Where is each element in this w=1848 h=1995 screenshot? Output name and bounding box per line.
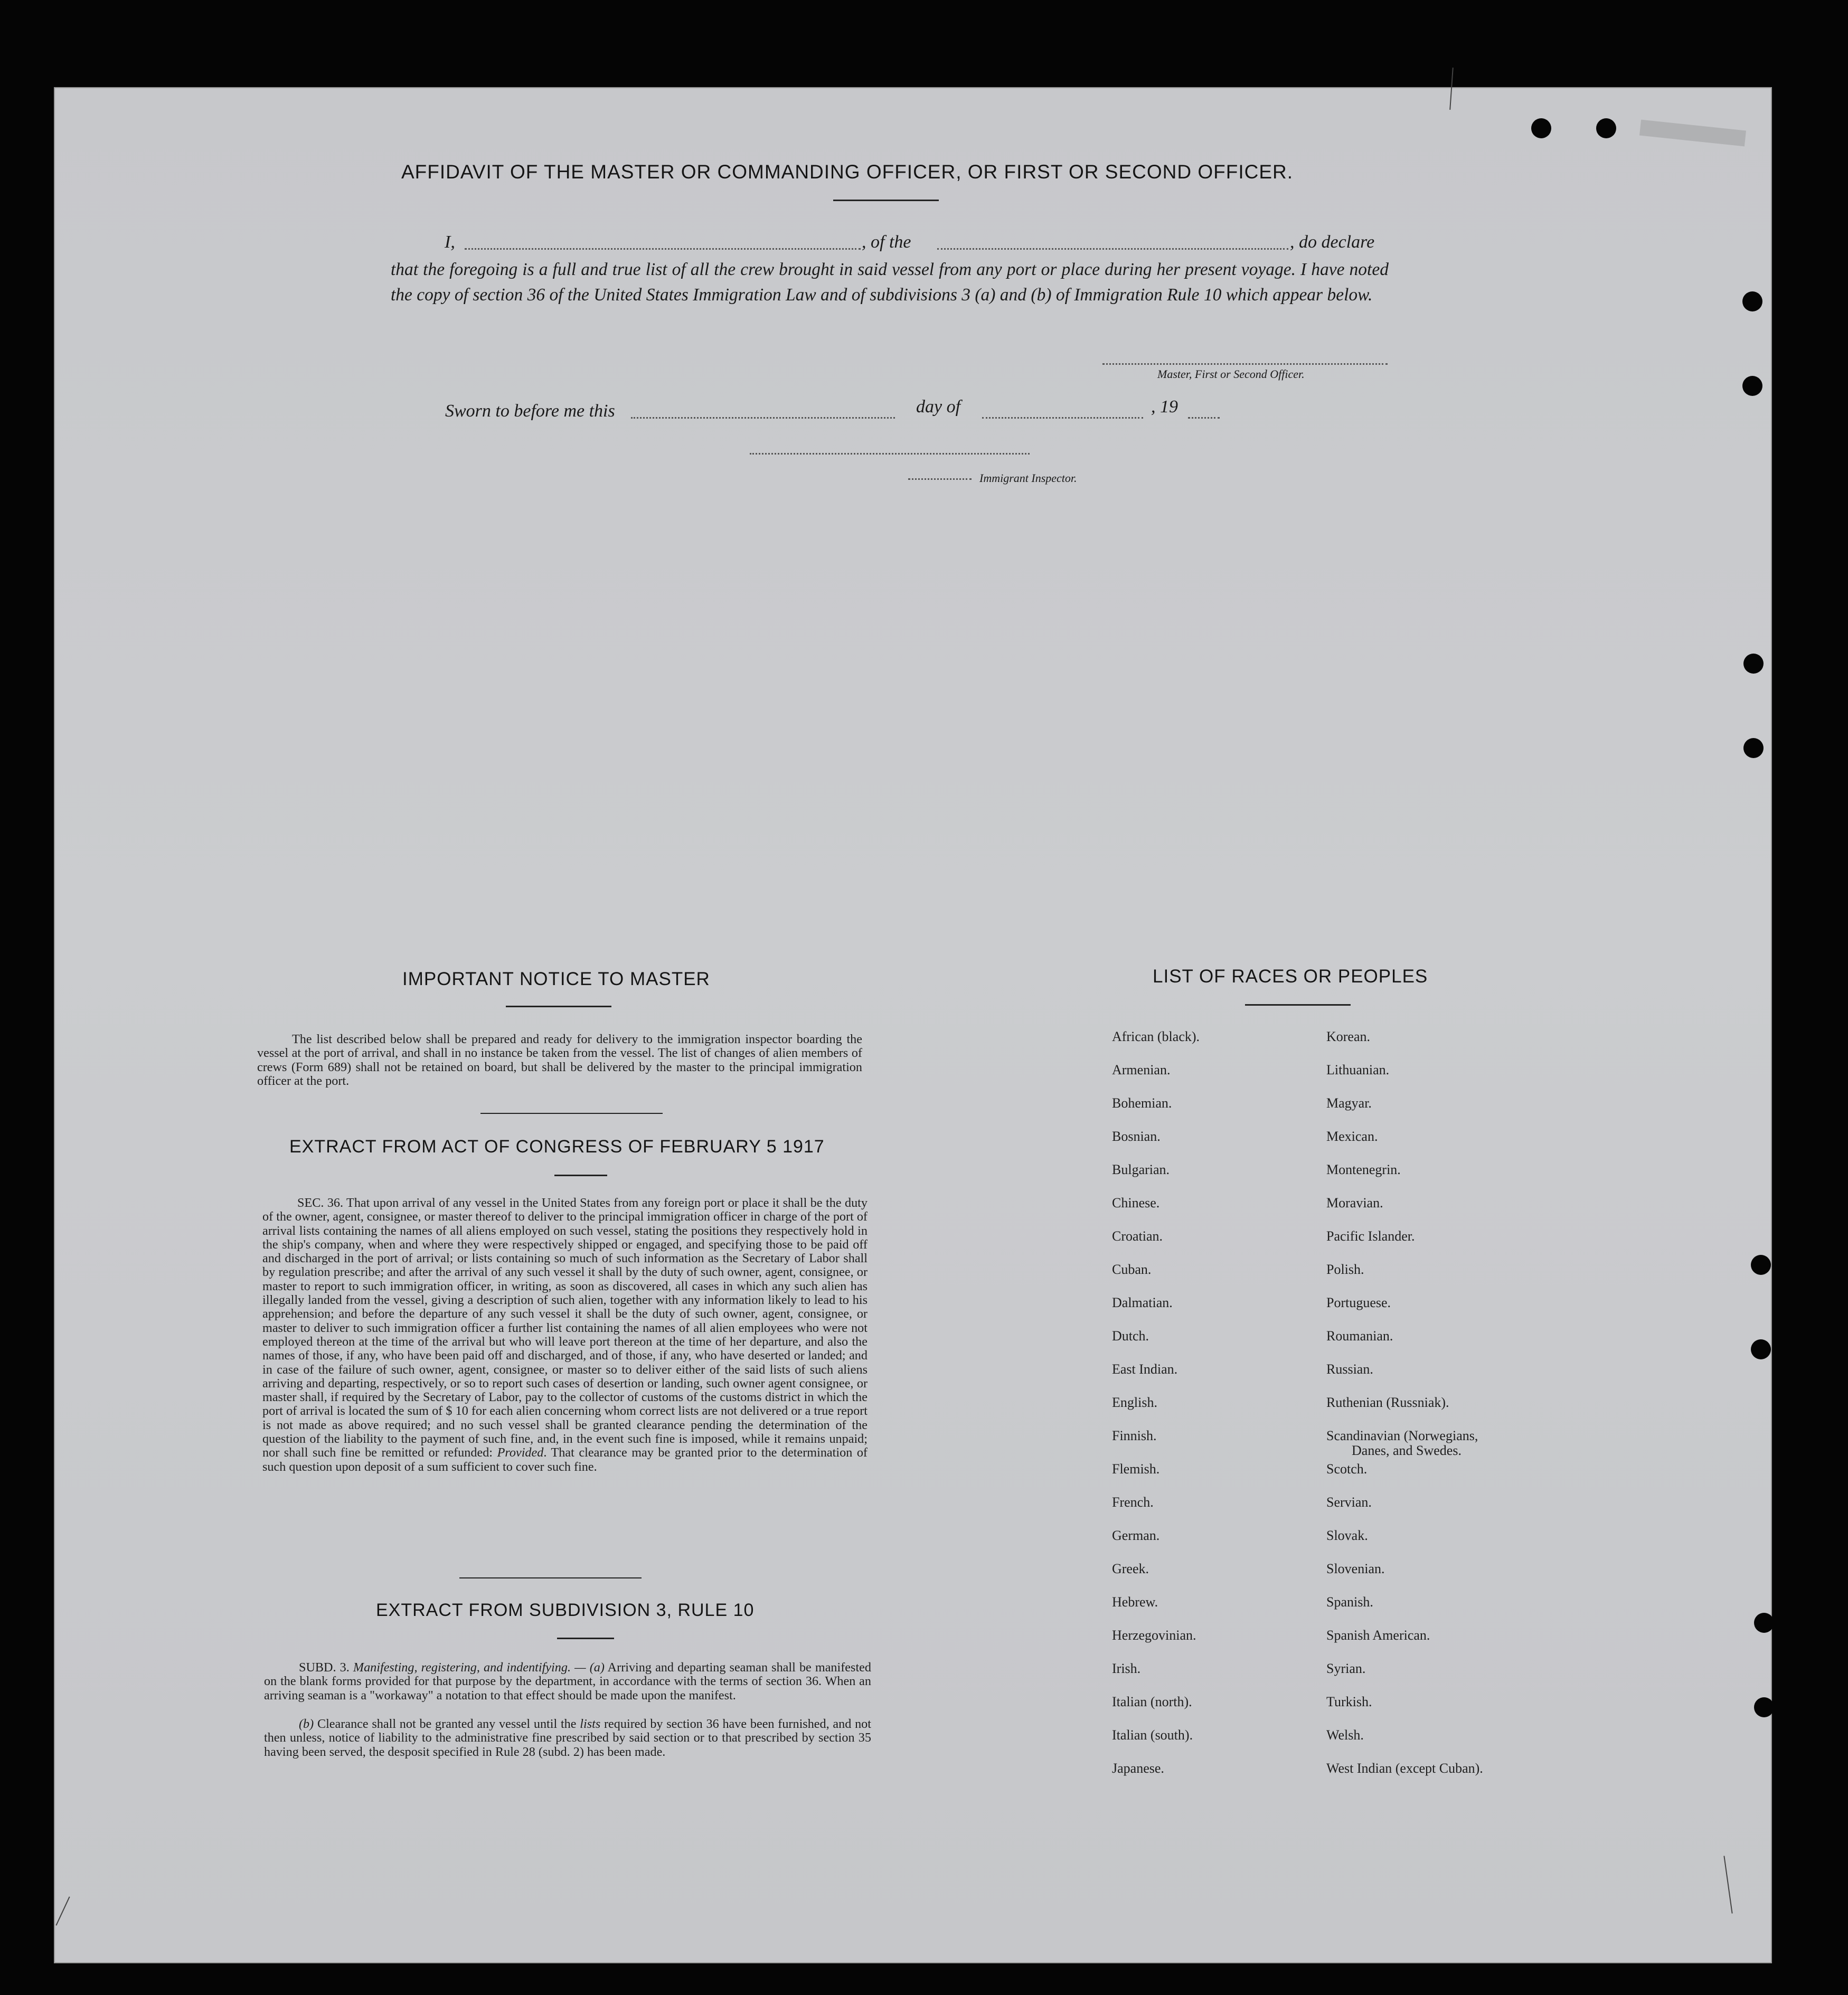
- race-item-left: Dutch.: [1112, 1328, 1149, 1344]
- sworn-day-of: day of: [916, 397, 961, 417]
- act-title-rule: [554, 1175, 607, 1176]
- race-item-right: Lithuanian.: [1326, 1062, 1390, 1077]
- race-item-left: Greek.: [1112, 1561, 1149, 1576]
- race-item-right: Turkish.: [1326, 1694, 1372, 1709]
- race-item-right: Roumanian.: [1326, 1328, 1393, 1344]
- master-signature-line[interactable]: [1102, 363, 1388, 365]
- race-item-left: Finnish.: [1112, 1428, 1157, 1443]
- race-item-left: Cuban.: [1112, 1262, 1152, 1277]
- declare-do-declare: , do declare: [1290, 232, 1375, 252]
- master-signature-label: Master, First or Second Officer.: [1157, 367, 1305, 381]
- sworn-year: , 19: [1151, 397, 1178, 417]
- race-item-left: English.: [1112, 1395, 1157, 1410]
- inspector-label: Immigrant Inspector.: [979, 471, 1077, 485]
- notice-title-rule: [506, 1006, 611, 1007]
- race-item-left: Flemish.: [1112, 1461, 1160, 1477]
- races-right-column: [1326, 1029, 1483, 1794]
- race-item-left: Herzegovinian.: [1112, 1628, 1196, 1643]
- name-blank[interactable]: [465, 248, 861, 250]
- race-item-right: Magyar.: [1326, 1095, 1372, 1111]
- race-item-right: Korean.: [1326, 1029, 1371, 1044]
- punch-hole: [1751, 1255, 1771, 1275]
- race-item-left: French.: [1112, 1495, 1154, 1510]
- punch-hole: [1754, 1613, 1774, 1633]
- inspector-signature-line[interactable]: [750, 453, 1030, 455]
- act-text-main: SEC. 36. That upon arrival of any vessel in the United States from any foreign port or place it shall be the duty of the owner, agent, consignee, or master thereof to deliver to the principal immigration officer in charge of the port of arrival lists containing the names of all aliens employed on such vessel, stating the positions they respectively hold in the ship's company, when and where they were respectively shipped or engaged, and specifying those to be paid off and discharged in the port of arrival; or lists containing so much of such information as the Secretary of Labor shall by regulation prescribe; and after the arrival of any such vessel it shall by the duty of such owner, agent, consignee, or master to report to such immigration officer, in writing, as soon as discovered, all cases in which any such alien has illegally landed from the vessel, giving a description of such alien, together with any information likely to lead to his apprehension; and before the departure of any such vessel it shall be the duty of such owner, agent, consignee, or master to deliver to such immigration officer a further list containing the names of all alien employees who were not employed thereon at the time of the arrival but who will leave port thereon at the time of her departure, and also the names of those, if any, who have been paid off and discharged, and of those, if any, who have deserted or landed; and in case of the failure of such owner, agent, consignee, or master so to deliver either of the said lists of such aliens arriving and departing, respectively, or so to report such cases of desertion or landing, such owner agent consignee, or master shall, if required by the Secretary of Labor, pay to the collector of customs of the customs district in which the port of arrival is located the sum of $ 10 for each alien concerning whom correct lists are not delivered or a true report is not made as above required; and no such vessel shall be granted clearance pending the determination of the question of the liability to the payment of such fine, and, in the event such fine is imposed, while it remains unpaid; nor shall such fine be remitted or refunded:: [262, 1196, 868, 1460]
- punch-hole: [1743, 654, 1764, 674]
- inspector-signature-line-2[interactable]: [908, 478, 972, 480]
- sworn-prefix: Sworn to before me this: [445, 401, 615, 421]
- race-item-right: Slovenian.: [1326, 1561, 1385, 1576]
- subdivision-b-body-2: required by section 36 have been furnished, and not then unless, notice of liability to the administrative fine prescribed by said section or to that prescribed by section 35 having been served, the desposit specified in Rule 28 (subd. 2) has been made.: [264, 1717, 871, 1759]
- declare-of-the: , of the: [862, 232, 911, 252]
- race-item-right: Spanish American.: [1326, 1628, 1430, 1643]
- vessel-blank[interactable]: [937, 248, 1288, 250]
- race-item-left: Armenian.: [1112, 1062, 1171, 1077]
- punch-hole: [1531, 118, 1551, 138]
- subdivision-a-body: Arriving and departing seaman shall be manifested on the blank forms provided for that purpose by the department, in accordance with the terms of section 36. When an arriving seaman is a "workaway" a notation to that effect should be made upon the manifest.: [264, 1660, 871, 1703]
- races-title: LIST OF RACES OR PEOPLES: [1153, 966, 1428, 987]
- race-item-left: Irish.: [1112, 1661, 1141, 1676]
- race-item-left: Bosnian.: [1112, 1129, 1161, 1144]
- race-item-right: Montenegrin.: [1326, 1162, 1401, 1177]
- race-item-left: German.: [1112, 1528, 1160, 1543]
- race-item-left: Chinese.: [1112, 1195, 1160, 1211]
- subdivision-b-text: [264, 1717, 871, 1759]
- subdivision-a-text: [264, 1661, 871, 1703]
- affidavit-paragraph: that the foregoing is a full and true list of all the crew brought in said vessel from any port or place during her present voyage. I have noted the copy of section 36 of the United States Immigration Law and of subdivisions 3 (a) and (b) of Immigration Rule 10 which appear below.: [391, 260, 1389, 305]
- act-divider: [459, 1577, 642, 1578]
- subdivision-title-rule: [557, 1638, 614, 1639]
- race-item-right: Spanish.: [1326, 1594, 1373, 1610]
- race-item-left: Bulgarian.: [1112, 1162, 1170, 1177]
- notice-divider: [480, 1113, 663, 1114]
- race-item-left: Croatian.: [1112, 1228, 1163, 1244]
- race-item-right: Pacific Islander.: [1326, 1228, 1415, 1244]
- affidavit-title: AFFIDAVIT OF THE MASTER OR COMMANDING OFFICER, OR FIRST OR SECOND OFFICER.: [401, 161, 1294, 183]
- races-title-rule: [1245, 1004, 1351, 1006]
- race-item-right: Mexican.: [1326, 1129, 1378, 1144]
- sworn-day-blank[interactable]: [631, 417, 895, 419]
- race-item-right: Servian.: [1326, 1495, 1372, 1510]
- punch-hole: [1596, 118, 1616, 138]
- affidavit-title-rule: [833, 200, 939, 201]
- race-item-left: Bohemian.: [1112, 1095, 1172, 1111]
- subdivision-b-lists: lists: [580, 1717, 601, 1731]
- race-item-right: West Indian (except Cuban).: [1326, 1761, 1483, 1776]
- race-item-left: East Indian.: [1112, 1361, 1178, 1377]
- race-item-right: Slovak.: [1326, 1528, 1368, 1543]
- act-text: [262, 1196, 868, 1474]
- race-item-right: Polish.: [1326, 1262, 1364, 1277]
- sheet-corner-shadow: [1639, 120, 1746, 147]
- race-item-left: Hebrew.: [1112, 1594, 1158, 1610]
- race-item-right: Scotch.: [1326, 1461, 1368, 1477]
- notice-title: IMPORTANT NOTICE TO MASTER: [402, 969, 710, 989]
- notice-text: The list described below shall be prepared and ready for delivery to the immigration inspector boarding the vessel at the port of arrival, and shall in no instance be taken from the vessel. The list of changes of alien members of crews (Form 689) shall not be retained on board, but shall be delivered by the master to the principal immigration officer at the port.: [257, 1032, 862, 1088]
- race-item-right: Ruthenian (Russniak).: [1326, 1395, 1449, 1410]
- subdivision-b-body-1: Clearance shall not be granted any vessel until the: [317, 1717, 577, 1731]
- race-item-right: Welsh.: [1326, 1727, 1364, 1743]
- race-item-right: Syrian.: [1326, 1661, 1366, 1676]
- subdivision-a-italic: Manifesting, registering, and indentifying. — (a): [353, 1660, 605, 1675]
- race-item-right: Moravian.: [1326, 1195, 1383, 1211]
- race-item-left: African (black).: [1112, 1029, 1200, 1044]
- races-left-column: [1112, 1029, 1200, 1794]
- punch-hole: [1742, 291, 1762, 311]
- subdivision-title: EXTRACT FROM SUBDIVISION 3, RULE 10: [376, 1600, 755, 1620]
- race-item-right: Scandinavian (Norwegians, Danes, and Swedes.: [1326, 1428, 1478, 1458]
- race-item-left: Dalmatian.: [1112, 1295, 1173, 1310]
- race-item-left: Italian (south).: [1112, 1727, 1193, 1743]
- sworn-month-blank[interactable]: [982, 417, 1143, 419]
- race-item-left: Italian (north).: [1112, 1694, 1192, 1709]
- act-title: EXTRACT FROM ACT OF CONGRESS OF FEBRUARY 5 1917: [289, 1137, 825, 1157]
- punch-hole: [1742, 376, 1762, 396]
- punch-hole: [1743, 738, 1764, 758]
- declare-i: I,: [445, 232, 455, 252]
- punch-hole: [1754, 1697, 1774, 1717]
- sworn-year-blank[interactable]: [1188, 417, 1220, 419]
- subdivision-b-italic: (b): [299, 1717, 314, 1731]
- race-item-right: Portuguese.: [1326, 1295, 1391, 1310]
- race-item-right: Russian.: [1326, 1361, 1373, 1377]
- subdivision-a-lead: SUBD. 3.: [299, 1660, 350, 1675]
- act-text-end: . That clearance may be granted prior to the determination of such question upon deposit of a sum sufficient to cover such fine.: [262, 1445, 868, 1474]
- punch-hole: [1751, 1339, 1771, 1359]
- race-item-left: Japanese.: [1112, 1761, 1164, 1776]
- act-text-provided: Provided: [497, 1445, 544, 1460]
